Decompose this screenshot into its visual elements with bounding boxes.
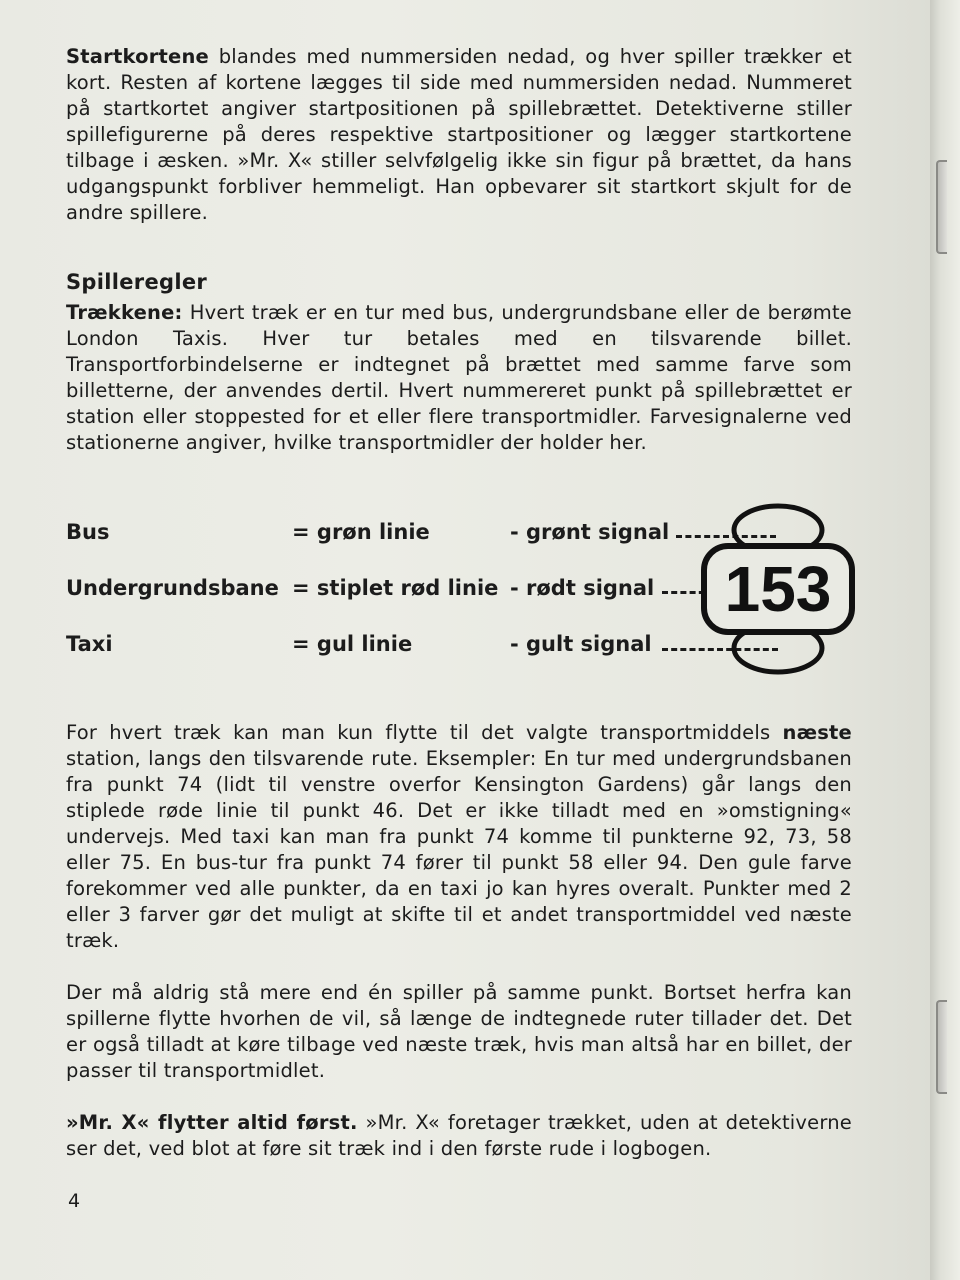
rules-paragraph: Der må aldrig stå mere end én spiller på samme punkt. Bortset herfra kan spillerne flytte hvorhen de vil, så længe de indtegnede ruter tillader det. Det er også tilladt at køre tilbage ved næste træk, hvis man altså har en billet, der passer til transportmidlet. xyxy=(66,981,852,1082)
mrx-lead: »Mr. X« flytter altid først. xyxy=(66,1111,358,1134)
next-bold: næste xyxy=(782,721,852,744)
station-marker xyxy=(700,502,856,676)
mrx-paragraph xyxy=(66,1110,852,1162)
station-number: 153 xyxy=(724,553,832,625)
mrx-text: »Mr. X« foretager trækket, uden at detektiverne ser det, ved blot at føre sit træk ind i den første rude i logbogen. xyxy=(66,1111,852,1160)
moves-lead: Trækkene: xyxy=(66,301,183,324)
transport-line: = grøn linie xyxy=(292,520,430,544)
transport-name: Bus xyxy=(66,520,110,544)
intro-text: blandes med nummersiden nedad, og hver spiller trækker et kort. Resten af kortene lægges til side med nummersiden nedad. Nummeret på startkortet angiver startpositionen på spillebrættet. Detektiverne stiller spillefigurerne på deres respektive startpositioner og lægger startkortene tilbage i æsken. »Mr. X« stiller selvfølgelig ikke sin figur på brættet, da hans udgangspunkt forbliver hemmeligt. Han opbevarer sit startkort skjult for de andre spillere. xyxy=(66,45,852,224)
transport-signal: - rødt signal xyxy=(510,576,655,600)
next-before: For hvert træk kan man kun flytte til det valgte transportmiddels xyxy=(66,721,783,744)
next-station-paragraph xyxy=(66,720,852,954)
transport-name: Taxi xyxy=(66,632,113,656)
intro-lead: Startkortene xyxy=(66,45,209,68)
intro-paragraph xyxy=(66,44,852,226)
transport-signal: - grønt signal xyxy=(510,520,670,544)
transport-line: = gul linie xyxy=(292,632,413,656)
staple-top xyxy=(936,160,947,254)
moves-text: Hvert træk er en tur med bus, undergrundsbane eller de berømte London Taxis. Hver tur betales med en tilsvarende billet. Transportforbindelserne er indtegnet på brættet med samme farve som billetterne, der anvendes dertil. Hvert nummereret punkt på spillebrættet er station eller stoppested for et eller flere transportmidler. Farvesignalerne ved stationerne angiver, hvilke transportmidler der holder her. xyxy=(66,301,852,454)
section-heading: Spilleregler xyxy=(66,270,208,294)
next-after: station, langs den tilsvarende rute. Eksempler: En tur med undergrundsbanen fra punkt 74 (lidt til venstre overfor Kensington Gardens) går langs den stiplede røde linie til punkt 46. Det er ikke tilladt med en »omstigning« undervejs. Med taxi kan man fra punkt 74 komme til punkterne 92, 73, 58 eller 75. En bus-tur fra punkt 74 fører til punkt 58 eller 94. Den gule farve forekommer ved alle punkter, da en taxi jo kan hyres overalt. Punkter med 2 eller 3 farver gør det muligt at skifte til et andet transportmiddel ved næste træk. xyxy=(66,747,852,952)
transport-name: Undergrundsbane xyxy=(66,576,279,600)
transport-signal: - gult signal xyxy=(510,632,652,656)
staple-bottom xyxy=(936,1000,947,1094)
page-number: 4 xyxy=(68,1190,81,1212)
moves-paragraph xyxy=(66,300,852,456)
transport-line: = stiplet rød linie xyxy=(292,576,499,600)
